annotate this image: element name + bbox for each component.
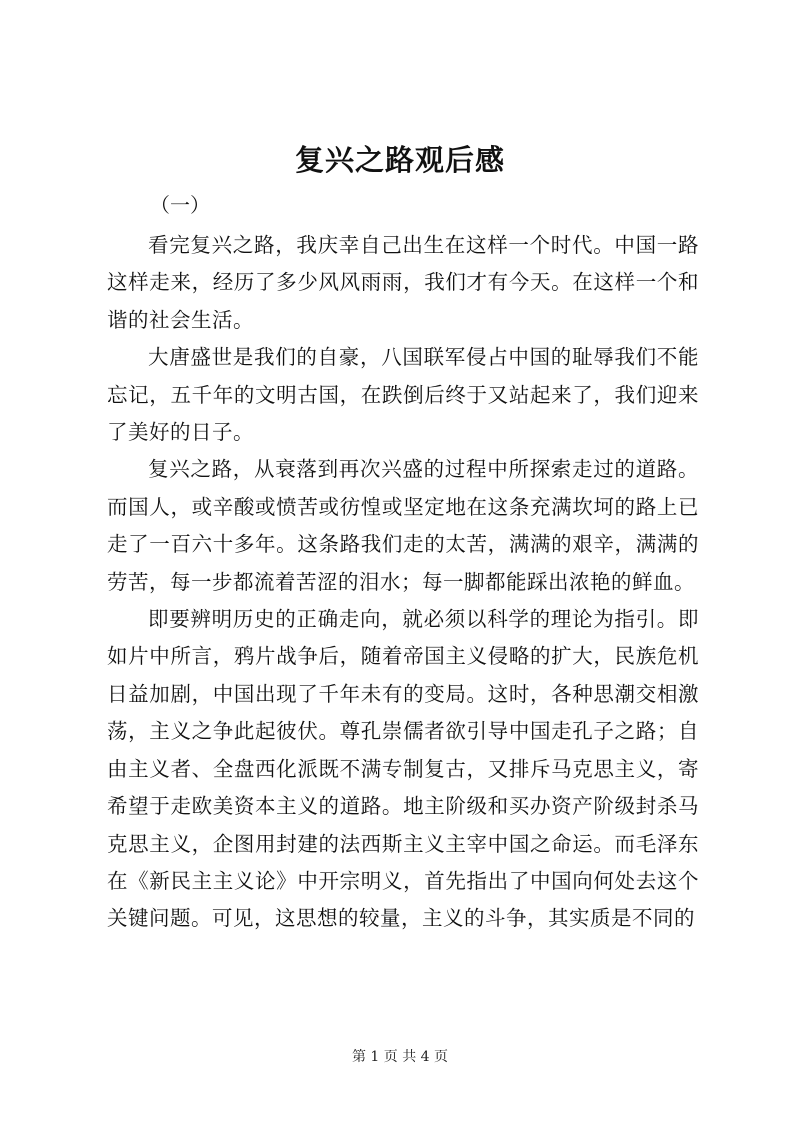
- section-marker: （一）: [150, 193, 210, 217]
- paragraph: 复兴之路，从衰落到再次兴盛的过程中所探索走过的道路。而国人，或辛酸或愤苦或彷惶或坚定地在这条充满坎坷的路上已走了一百六十多年。这条路我们走的太苦，满满的艰辛，满满的劳苦，每一步都流着苦涩的泪水；每一脚都能踩出浓艳的鲜血。: [107, 457, 699, 594]
- paragraph: 大唐盛世是我们的自豪，八国联军侵占中国的耻辱我们不能忘记，五千年的文明古国，在跌倒后终于又站起来了，我们迎来了美好的日子。: [107, 345, 699, 445]
- page-footer: 第 1 页 共 4 页: [351, 1049, 449, 1065]
- paragraph: 看完复兴之路，我庆幸自己出生在这样一个时代。中国一路这样走来，经历了多少风风雨雨，我们才有今天。在这样一个和谐的社会生活。: [107, 233, 699, 332]
- document-body: [107, 227, 699, 938]
- document-title: 复兴之路观后感: [294, 143, 505, 177]
- paragraph: 即要辨明历史的正确走向，就必须以科学的理论为指引。即如片中所言，鸦片战争后，随着帝国主义侵略的扩大，民族危机日益加剧，中国出现了千年未有的变局。这时，各种思潮交相激荡，主义之争此起彼伏。尊孔崇儒者欲引导中国走孔子之路；自由主义者、全盘西化派既不满专制复古，又排斥马克思主义，寄希望于走欧美资本主义的道路。地主阶级和买办资产阶级封杀马克思主义，企图用封建的法西斯主义主宰中国之命运。而毛泽东在《新民主主义论》中开宗明义，首先指出了中国向何处去这个关键问题。可见，这思想的较量，主义的斗争，其实质是不同的: [107, 607, 699, 931]
